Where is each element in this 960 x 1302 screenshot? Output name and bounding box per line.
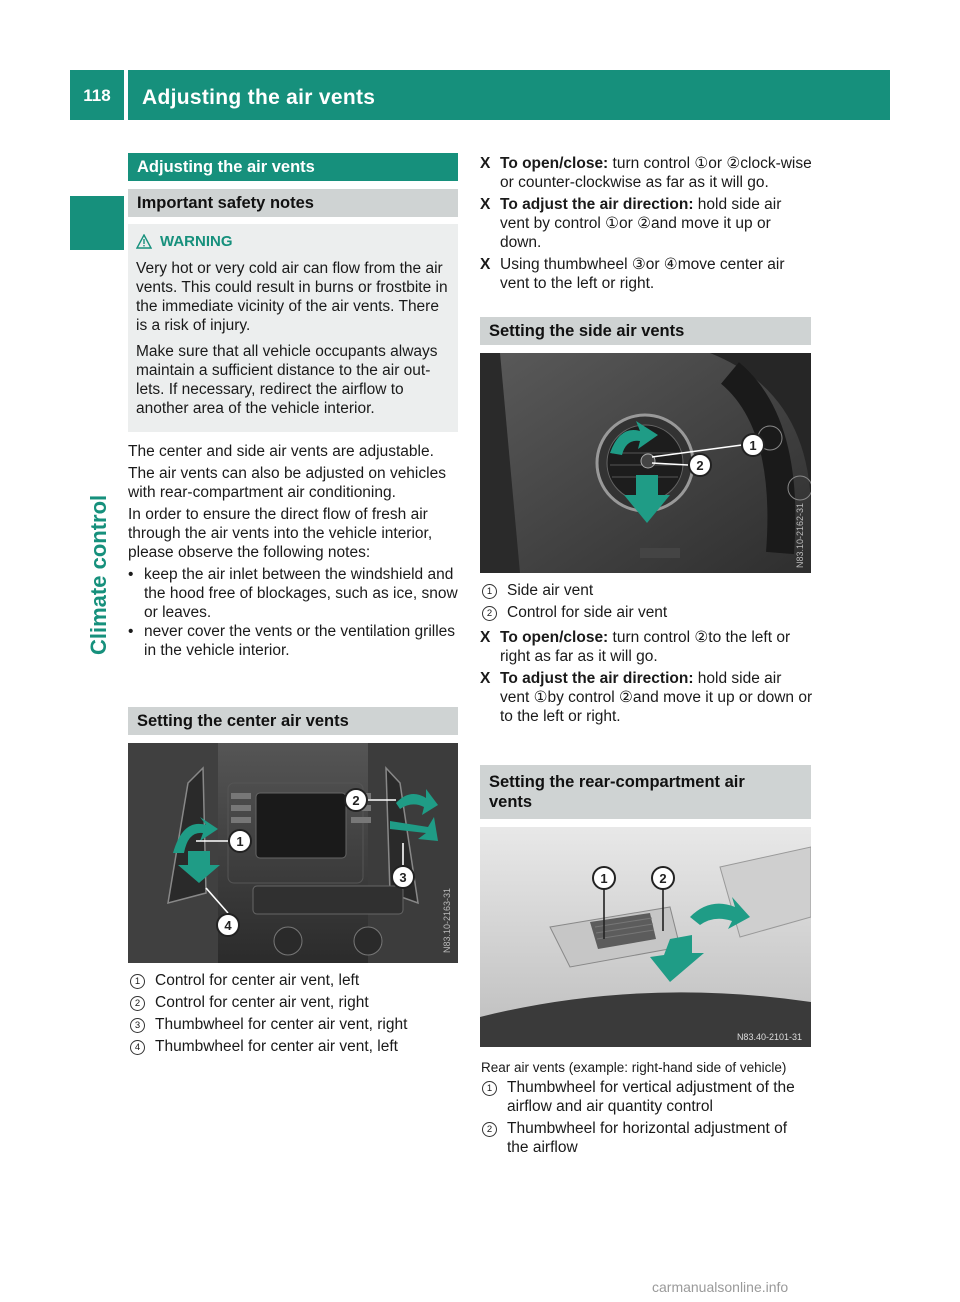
- warning-box: [128, 224, 458, 432]
- svg-text:4: 4: [224, 918, 232, 933]
- warning-icon: [136, 234, 152, 249]
- legend-item: 1 Side air vent: [482, 581, 812, 600]
- watermark: carmanualsonline.info: [652, 1279, 789, 1295]
- warning-text-2: Make sure that all vehicle occupants always maintain a sufficient distance to the air out-lets. If necessary, redirect the airflow to another area of the vehicle interior.: [136, 343, 438, 417]
- svg-text:2: 2: [352, 793, 360, 808]
- legend-item: 3 Thumbwheel for center air vent, right: [130, 1015, 460, 1034]
- list-item: • keep the air inlet between the windshield and the hood free of blockages, such as ice, snow or leaves.: [128, 566, 458, 621]
- legend-item: 1 Control for center air vent, left: [130, 971, 460, 990]
- rear-vents-image: [480, 827, 811, 1047]
- instruction-step: X To open/close: turn control ①or ②clock-wise or counter-clockwise as far as it will go.: [480, 155, 812, 191]
- page-number: 118: [70, 70, 124, 120]
- legend-item: 2 Control for center air vent, right: [130, 993, 460, 1012]
- section-marker: [70, 196, 124, 250]
- svg-text:1: 1: [236, 834, 244, 849]
- warning-text-1: Very hot or very cold air can flow from the air vents. This could result in burns or frostbite in the immediate vicinity of the air vents. There is a risk of injury.: [136, 260, 448, 334]
- side-section-label: Climate control: [86, 494, 111, 655]
- rear-legend: [482, 1078, 812, 1160]
- instruction-step: X To open/close: turn control ②to the left or right as far as it will go.: [480, 629, 791, 665]
- side-steps: [480, 628, 814, 729]
- safety-heading: Important safety notes: [128, 189, 458, 217]
- rear-caption: Rear air vents (example: right-hand side of vehicle): [481, 1060, 787, 1075]
- warning-heading: WARNING: [136, 232, 450, 251]
- paragraph: The center and side air vents are adjustable.: [128, 443, 434, 460]
- svg-text:N83.10-2162-31: N83.10-2162-31: [795, 502, 805, 568]
- svg-text:2: 2: [659, 871, 667, 886]
- instruction-step: X Using thumbwheel ③or ④move center air vent to the left or right.: [480, 256, 785, 292]
- center-legend: [130, 971, 460, 1059]
- svg-text:N83.10-2163-31: N83.10-2163-31: [442, 887, 452, 953]
- list-item: • never cover the vents or the ventilation grilles in the vehicle interior.: [128, 623, 456, 659]
- legend-item: 1 Thumbwheel for vertical adjustment of the airflow and air quantity control: [482, 1078, 812, 1116]
- rear-vents-heading: Setting the rear-compartment air vents: [480, 765, 811, 819]
- svg-text:2: 2: [696, 458, 704, 473]
- legend-item: 2 Thumbwheel for horizontal adjustment of the airflow: [482, 1119, 812, 1157]
- svg-text:1: 1: [600, 871, 608, 886]
- legend-item: 4 Thumbwheel for center air vent, left: [130, 1037, 460, 1056]
- page-title: Adjusting the air vents: [142, 86, 376, 109]
- center-vents-heading: Setting the center air vents: [128, 707, 458, 735]
- side-vents-image: [480, 353, 811, 573]
- intro-text: [128, 442, 460, 660]
- svg-text:3: 3: [399, 870, 407, 885]
- section-title: Adjusting the air vents: [128, 153, 458, 181]
- legend-item: 2 Control for side air vent: [482, 603, 812, 622]
- instruction-step: X To adjust the air direction: hold side air vent by control ①or ②and move it up or down.: [480, 196, 782, 251]
- side-vents-heading: Setting the side air vents: [480, 317, 811, 345]
- svg-text:N83.40-2101-31: N83.40-2101-31: [736, 1032, 802, 1042]
- paragraph: The air vents can also be adjusted on vehicles with rear-compartment air conditioning.: [128, 465, 446, 501]
- paragraph: In order to ensure the direct flow of fresh air through the air vents into the vehicle interior, please observe the following notes:: [128, 506, 433, 561]
- center-steps: [480, 154, 814, 296]
- instruction-step: X To adjust the air direction: hold side air vent ①by control ②and move it up or down or to the left or right.: [480, 670, 813, 725]
- center-vents-image: [128, 743, 458, 963]
- side-legend: [482, 581, 812, 625]
- svg-text:1: 1: [749, 438, 757, 453]
